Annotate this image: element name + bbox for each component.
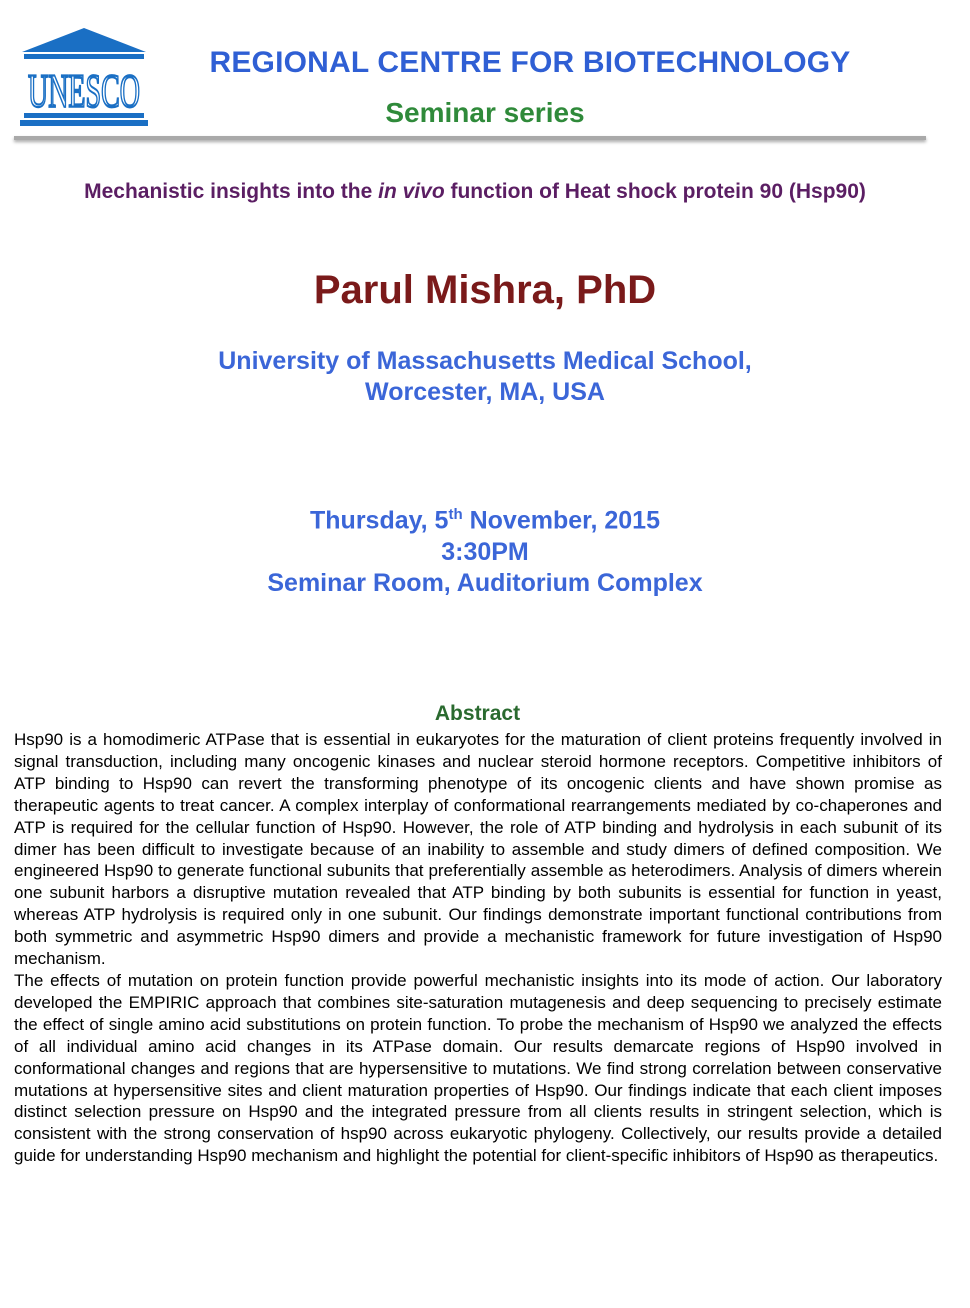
event-venue: Seminar Room, Auditorium Complex (267, 569, 703, 597)
seminar-series-label: Seminar series (385, 97, 585, 128)
abstract-heading: Abstract (434, 702, 521, 725)
event-month-year: November, 2015 (462, 506, 660, 535)
header-divider (14, 136, 926, 140)
event-time: 3:30PM (441, 538, 529, 566)
organization-title: REGIONAL CENTRE FOR BIOTECHNOLOGY (209, 46, 851, 79)
speaker-name: Parul Mishra, PhD (313, 268, 657, 312)
abstract-paragraph: The effects of mutation on protein function provide powerful mechanistic insights into its mode of action. Our laboratory developed the EMPIRIC approach that combines site-saturation mutagenesis and deep sequencing to precisely estimate the effect of single amino acid substitutions on protein function. To probe the mechanism of Hsp90 we analyzed the effects of all individual amino acid changes in its ATPase domain. Our results demarcate regions of Hsp90 involved in conformational changes and regions that are hypersensitive to mutations. We find strong correlation between conservative mutations at hypersensitive sites and client maturation properties of Hsp90. Our findings indicate that each client imposes distinct selection pressure on Hsp90 and the integrated pressure from all clients results in stringent selection, which is consistent with the strong conservation of hsp90 across eukaryotic phylogeny. Collectively, our results provide a detailed guide for understanding Hsp90 mechanism and highlight the potential for client-specific inhibitors of Hsp90 as therapeutics. (14, 970, 942, 1166)
event-date (0, 506, 970, 535)
unesco-logo (18, 26, 150, 130)
event-day: Thursday, 5 (310, 506, 449, 535)
abstract-paragraph: Hsp90 is a homodimeric ATPase that is essential in eukaryotes for the maturation of client proteins frequently involved in signal transduction, including many oncogenic kinases and nuclear steroid hormone receptors. Competitive inhibitors of ATP binding to Hsp90 can revert the transforming phenotype of its oncogenic clients and have shown promise as therapeutic agents to treat cancer. A complex interplay of conformational rearrangements mediated by co-chaperones and ATP is required for the cellular function of Hsp90. However, the role of ATP binding and hydrolysis in each subunit of its dimer has been difficult to investigate because of an inability to assemble and study dimers of defined composition. We engineered Hsp90 to generate functional subunits that preferentially assemble as heterodimers. Analysis of dimers wherein one subunit harbors a disruptive mutation revealed that ATP binding by both subunits is essential for function in yeast, whereas ATP hydrolysis is required only in one subunit. Our findings demonstrate important functional contributions from both symmetric and asymmetric Hsp90 dimers and provide a mechanistic framework for future investigation of Hsp90 mechanism. (14, 730, 942, 969)
abstract-body (14, 729, 942, 1167)
event-day-suffix: th (448, 506, 463, 523)
speaker-affiliation-line2: Worcester, MA, USA (365, 378, 605, 406)
talk-title-part2: function of Heat shock protein 90 (Hsp90) (444, 180, 866, 203)
talk-title (0, 180, 950, 204)
talk-title-part1: Mechanistic insights into the (84, 180, 379, 203)
speaker-affiliation-line1: University of Massachusetts Medical School, (218, 347, 752, 375)
talk-title-italic: in vivo (378, 180, 445, 203)
logo-lettering: UNESCO (28, 65, 140, 118)
